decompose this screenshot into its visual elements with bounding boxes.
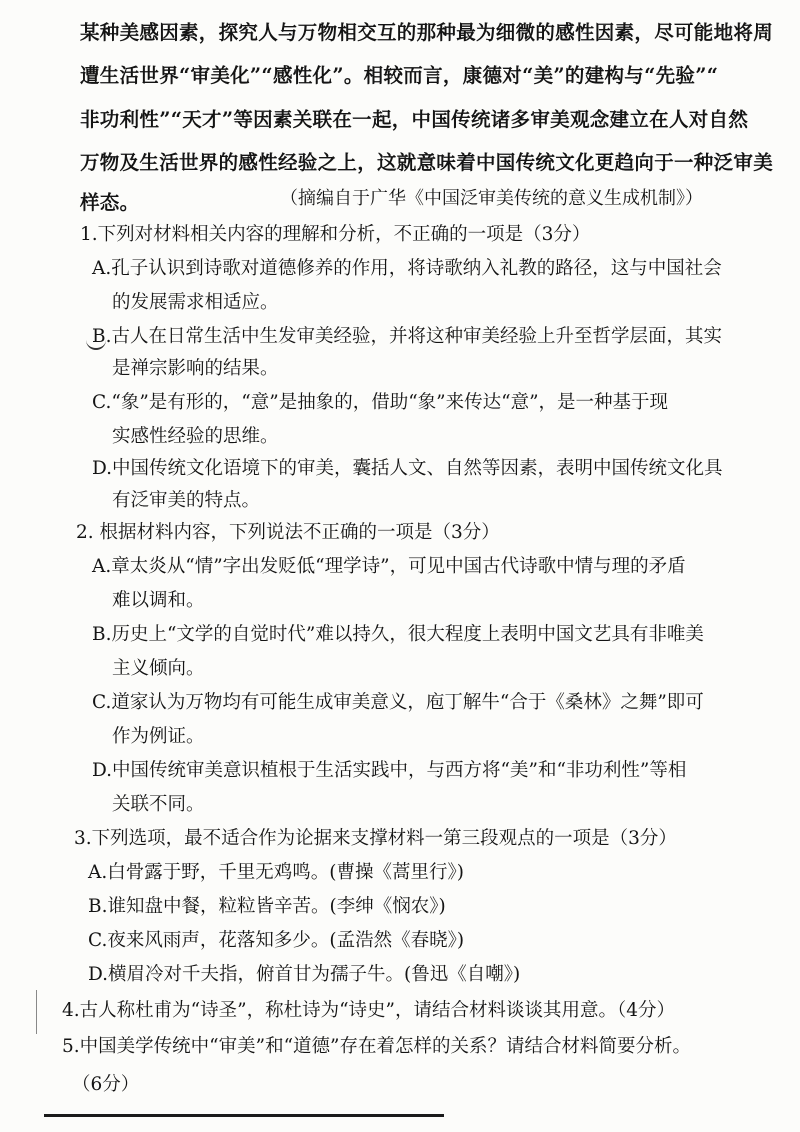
passage-line-5: 样态。 <box>80 191 140 214</box>
margin-scan-mark <box>36 990 37 1034</box>
question-5-stem: 5.中国美学传统中“审美”和“道德”存在着怎样的关系？请结合材料简要分析。 <box>62 1036 691 1057</box>
q1-option-d: D.中国传统文化语境下的审美，囊括人文、自然等因素，表明中国传统文化具 <box>92 458 723 479</box>
passage-line-1: 某种美感因素，探究人与万物相交互的那种最为细微的感性因素，尽可能地将周 <box>80 21 774 44</box>
q2-option-b: B.历史上“文学的自觉时代”难以持久，很大程度上表明中国文艺具有非唯美 <box>92 624 704 645</box>
passage-line-4: 万物及生活世界的感性经验之上，这就意味着中国传统文化更趋向于一种泛审美 <box>80 151 774 174</box>
question-4-stem: 4.古人称杜甫为“诗圣”，称杜诗为“诗史”，请结合材料谈谈其用意。（4分） <box>62 1000 676 1021</box>
q2-option-c-cont: 作为例证。 <box>112 726 205 747</box>
q2-option-a-cont: 难以调和。 <box>112 590 205 611</box>
question-3-stem: 3.下列选项，最不适合作为论据来支撑材料一第三段观点的一项是（3分） <box>74 828 677 849</box>
q3-option-a: A.白骨露于野，千里无鸡鸣。(曹操《蒿里行》) <box>88 862 464 883</box>
q2-option-d-cont: 关联不同。 <box>112 794 205 815</box>
q1-option-b-cont: 是禅宗影响的结果。 <box>112 358 279 379</box>
q3-option-c: C.夜来风雨声，花落知多少。(孟浩然《春晓》) <box>88 930 465 951</box>
question-1-stem: 1.下列对材料相关内容的理解和分析，不正确的一项是（3分） <box>80 224 591 245</box>
passage-source: （摘编自于广华《中国泛审美传统的意义生成机制》） <box>280 188 703 209</box>
q2-option-d: D.中国传统审美意识植根于生活实践中，与西方将“美”和“非功利性”等相 <box>92 760 687 781</box>
q2-option-b-cont: 主义倾向。 <box>112 658 205 679</box>
q1-option-c: C.“象”是有形的，“意”是抽象的，借助“象”来传达“意”，是一种基于现 <box>92 392 669 413</box>
question-2-stem: 2. 根据材料内容，下列说法不正确的一项是（3分） <box>76 522 500 543</box>
q1-option-d-cont: 有泛审美的特点。 <box>112 490 261 511</box>
q2-option-c: C.道家认为万物均有可能生成审美意义，庖丁解牛“合于《桑林》之舞”即可 <box>92 692 704 713</box>
passage-line-2: 遭生活世界“审美化”“感性化”。相较而言，康德对“美”的建构与“先验”“ <box>80 64 719 87</box>
question-5-score: （6分） <box>72 1074 140 1095</box>
q2-option-a: A.章太炎从“情”字出发贬低“理学诗”，可见中国古代诗歌中情与理的矛盾 <box>92 556 686 577</box>
q3-option-d: D.横眉冷对千夫指，俯首甘为孺子牛。(鲁迅《自嘲》) <box>88 964 521 985</box>
q1-option-c-cont: 实感性经验的思维。 <box>112 426 279 447</box>
q1-option-b: B.古人在日常生活中生发审美经验，并将这种审美经验上升至哲学层面，其实 <box>92 326 722 347</box>
bottom-rule <box>44 1114 444 1117</box>
passage-line-3: 非功利性”“天才”等因素关联在一起，中国传统诸多审美观念建立在人对自然 <box>80 108 749 131</box>
q1-option-a: A.孔子认识到诗歌对道德修养的作用，将诗歌纳入礼教的路径，这与中国社会 <box>92 258 722 279</box>
q1-option-a-cont: 的发展需求相适应。 <box>112 292 279 313</box>
q3-option-b: B.谁知盘中餐，粒粒皆辛苦。(李绅《悯农》) <box>88 896 446 917</box>
